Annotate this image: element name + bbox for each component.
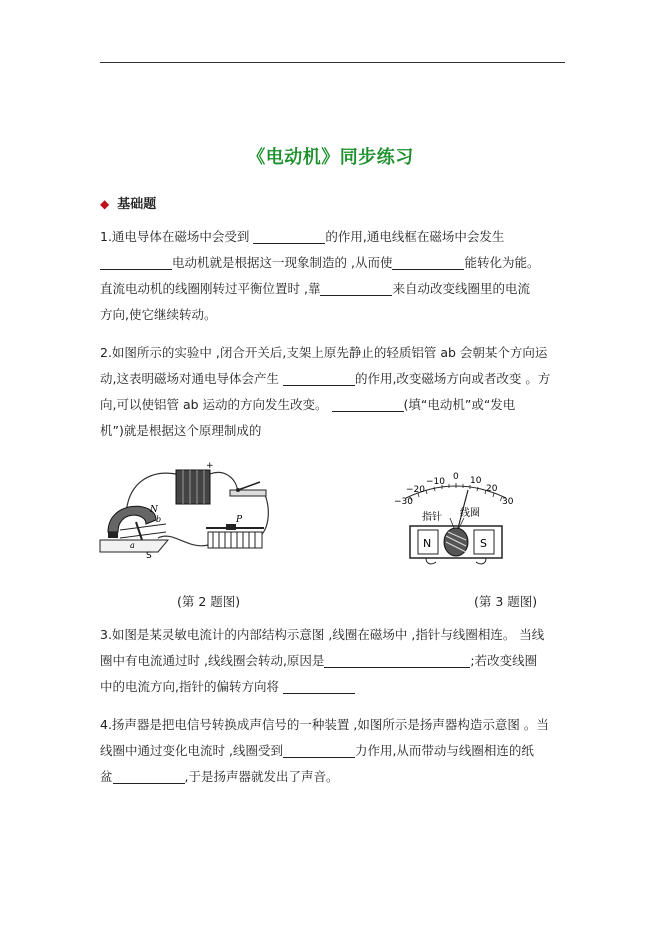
answer-blank[interactable] [283, 743, 355, 758]
q4-text: 盆 [100, 769, 113, 784]
answer-blank[interactable] [283, 679, 355, 694]
question-3 [100, 622, 565, 700]
magnet-N-label: N [423, 537, 432, 550]
q2-text: 机”)就是根据这个原理制成的 [100, 423, 262, 438]
q1-text: 方向,使它继续转动。 [100, 307, 217, 322]
q2-text: 动,这表明磁场对通电导体会产生 [100, 371, 283, 386]
q3-text: 3.如图是某灵敏电流计的内部结构示意图 ,线圈在磁场中 ,指针与线圈相连。 当线 [100, 627, 545, 642]
q4-text: 线圈中通过变化电流时 ,线圈受到 [100, 743, 283, 758]
q1-text: 电动机就是根据这一现象制造的 ,从而使 [172, 255, 393, 270]
q3-text: 中的电流方向,指针的偏转方向将 [100, 679, 283, 694]
answer-blank[interactable] [283, 371, 355, 386]
q4-text: 4.扬声器是把电信号转换成声信号的一种装置 ,如图所示是扬声器构造示意图 。当 [100, 717, 549, 732]
pointer-label: 指针 [422, 512, 442, 523]
answer-blank[interactable] [320, 281, 392, 296]
figure-3-caption: (第 3 题图) [474, 594, 538, 609]
q3-text: ;若改变线圈 [470, 653, 538, 668]
diamond-icon: ◆ [100, 197, 110, 211]
q3-text: 圈中有电流通过时 ,线线圈会转动,原因是 [100, 653, 325, 668]
q1-text: 直流电动机的线圈刚转过平衡位置时 ,靠 [100, 281, 321, 296]
q2-text: (填“电动机”或“发电 [403, 397, 516, 412]
label-P: P [236, 515, 243, 525]
figure-2-caption: (第 2 题图) [177, 594, 241, 609]
label-S: S [146, 551, 152, 560]
scale-tick-label: 0 [453, 472, 459, 482]
q1-text: 来自动改变线圈里的电流 [392, 281, 530, 296]
scale-tick-label: 20 [486, 484, 498, 494]
question-4 [100, 712, 565, 790]
q1-text: 的作用,通电线框在磁场中会发生 [325, 229, 505, 244]
label-b: b [156, 515, 162, 524]
answer-blank[interactable] [100, 255, 172, 270]
answer-blank[interactable] [253, 229, 325, 244]
scale-tick-label: 10 [470, 476, 482, 486]
question-1 [100, 224, 565, 328]
battery-plus-label: + [206, 461, 214, 471]
header-rule [100, 62, 565, 63]
section-heading [100, 193, 156, 212]
figure-3-galvanometer [392, 466, 520, 566]
q2-text: 的作用,改变磁场方向或者改变 。方 [354, 371, 551, 386]
answer-blank[interactable] [324, 653, 470, 668]
scale-tick-label: −20 [406, 485, 425, 495]
label-N: N [150, 505, 158, 515]
figure-2-apparatus [98, 460, 273, 560]
q2-text: 2.如图所示的实验中 ,闭合开关后,支架上原先静止的轻质铝管 ab 会朝某个方向运 [100, 345, 548, 360]
scale-tick-label: −10 [426, 477, 445, 487]
magnet-S-label: S [480, 537, 487, 550]
label-a: a [130, 541, 135, 550]
scale-tick-label: −30 [394, 497, 413, 507]
q2-text: 向,可以使铝管 ab 运动的方向发生改变。 [100, 397, 332, 412]
answer-blank[interactable] [332, 397, 404, 412]
q1-text: 1.通电导体在磁场中会受到 [100, 229, 254, 244]
q4-text: ,于是扬声器就发出了声音。 [184, 769, 339, 784]
section-label: 基础题 [117, 197, 157, 212]
q1-text: 能转化为能。 [464, 255, 540, 270]
answer-blank[interactable] [392, 255, 464, 270]
question-2 [100, 340, 565, 444]
answer-blank[interactable] [113, 769, 185, 784]
page-title: 《电动机》同步练习 [247, 147, 414, 168]
q4-text: 力作用,从而带动与线圈相连的纸 [354, 743, 534, 758]
coil-label: 线圈 [460, 508, 480, 519]
scale-tick-label: 30 [502, 497, 514, 507]
